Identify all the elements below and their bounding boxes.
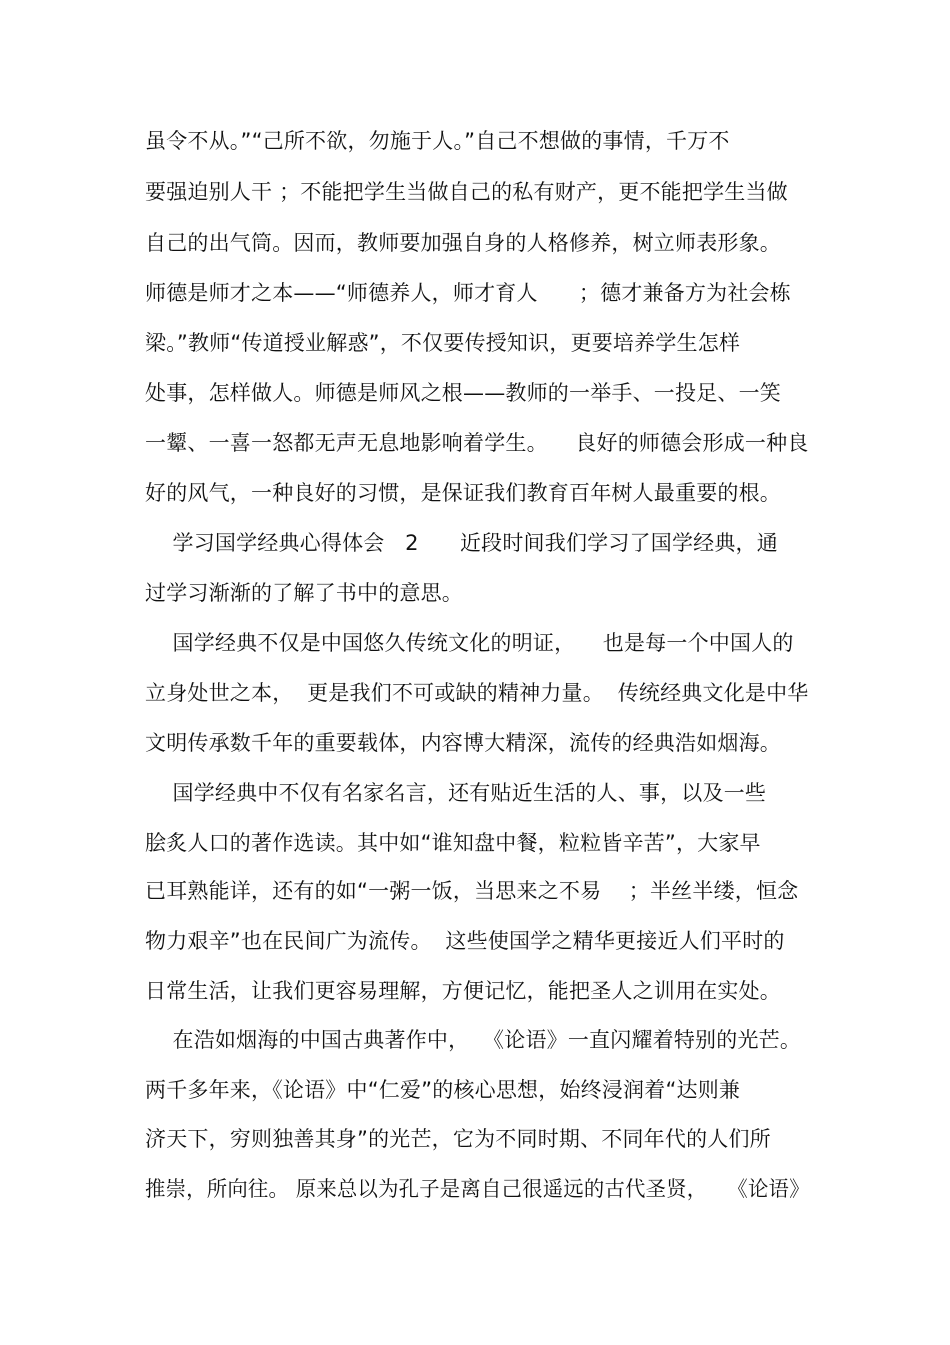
text-line: 立身处世之本， 更是我们不可或缺的精神力量。 传统经典文化是中华 [145, 681, 809, 705]
text-line: 梁。”教师“传道授业解惑”，不仅要传授知识，更要培养学生怎样 [145, 331, 741, 355]
text-line: 自己的出气筒。因而，教师要加强自身的人格修养，树立师表形象。 [145, 231, 781, 255]
text-line: 两千多年来，《论语》中“仁爱”的核心思想，始终浸润着“达则兼 [145, 1078, 741, 1102]
text-line: 济天下，穷则独善其身”的光芒，它为不同时期、不同年代的人们所 [145, 1127, 771, 1151]
text-line: 一颦、一喜一怒都无声无息地影响着学生。 良好的师德会形成一种良 [145, 431, 809, 455]
text-line: 国学经典中不仅有名家名言，还有贴近生活的人、事，以及一些 [145, 781, 767, 805]
text-line: 文明传承数千年的重要载体，内容博大精深，流传的经典浩如烟海。 [145, 731, 781, 755]
text-line: 日常生活，让我们更容易理解，方便记忆，能把圣人之训用在实处。 [145, 979, 781, 1003]
text-line: 虽令不从。”“己所不欲，勿施于人。”自己不想做的事情，千万不 [145, 129, 730, 153]
text-line: 好的风气，一种良好的习惯，是保证我们教育百年树人最重要的根。 [145, 481, 781, 505]
text-line: 要强迫别人干 ；不能把学生当做自己的私有财产，更不能把学生当做 [145, 180, 788, 204]
text-line: 脍炙人口的著作选读。其中如“谁知盘中餐，粒粒皆辛苦”，大家早 [145, 831, 761, 855]
text-line: 在浩如烟海的中国古典著作中， 《论语》一直闪耀着特别的光芒。 [145, 1028, 802, 1052]
text-line: 处事，怎样做人。师德是师风之根——教师的一举手、一投足、一笑 [145, 381, 781, 405]
text-line: 过学习渐渐的了解了书中的意思。 [145, 581, 463, 605]
text-line: 物力艰辛”也在民间广为流传。 这些使国学之精华更接近人们平时的 [145, 929, 785, 953]
text-line: 师德是师才之本——“师德养人，师才育人 ；德才兼备方为社会栋 [145, 281, 791, 305]
text-line: 已耳熟能详，还有的如“一粥一饭，当思来之不易 ；半丝半缕，恒念 [145, 879, 799, 903]
text-line: 国学经典不仅是中国悠久传统文化的明证， 也是每一个中国人的 [145, 631, 794, 655]
text-line: 推崇，所向往。 原来总以为孔子是离自己很遥远的古代圣贤， 《论语》 [145, 1177, 810, 1201]
text-line: 学习国学经典心得体会 2 近段时间我们学习了国学经典，通 [145, 531, 778, 555]
